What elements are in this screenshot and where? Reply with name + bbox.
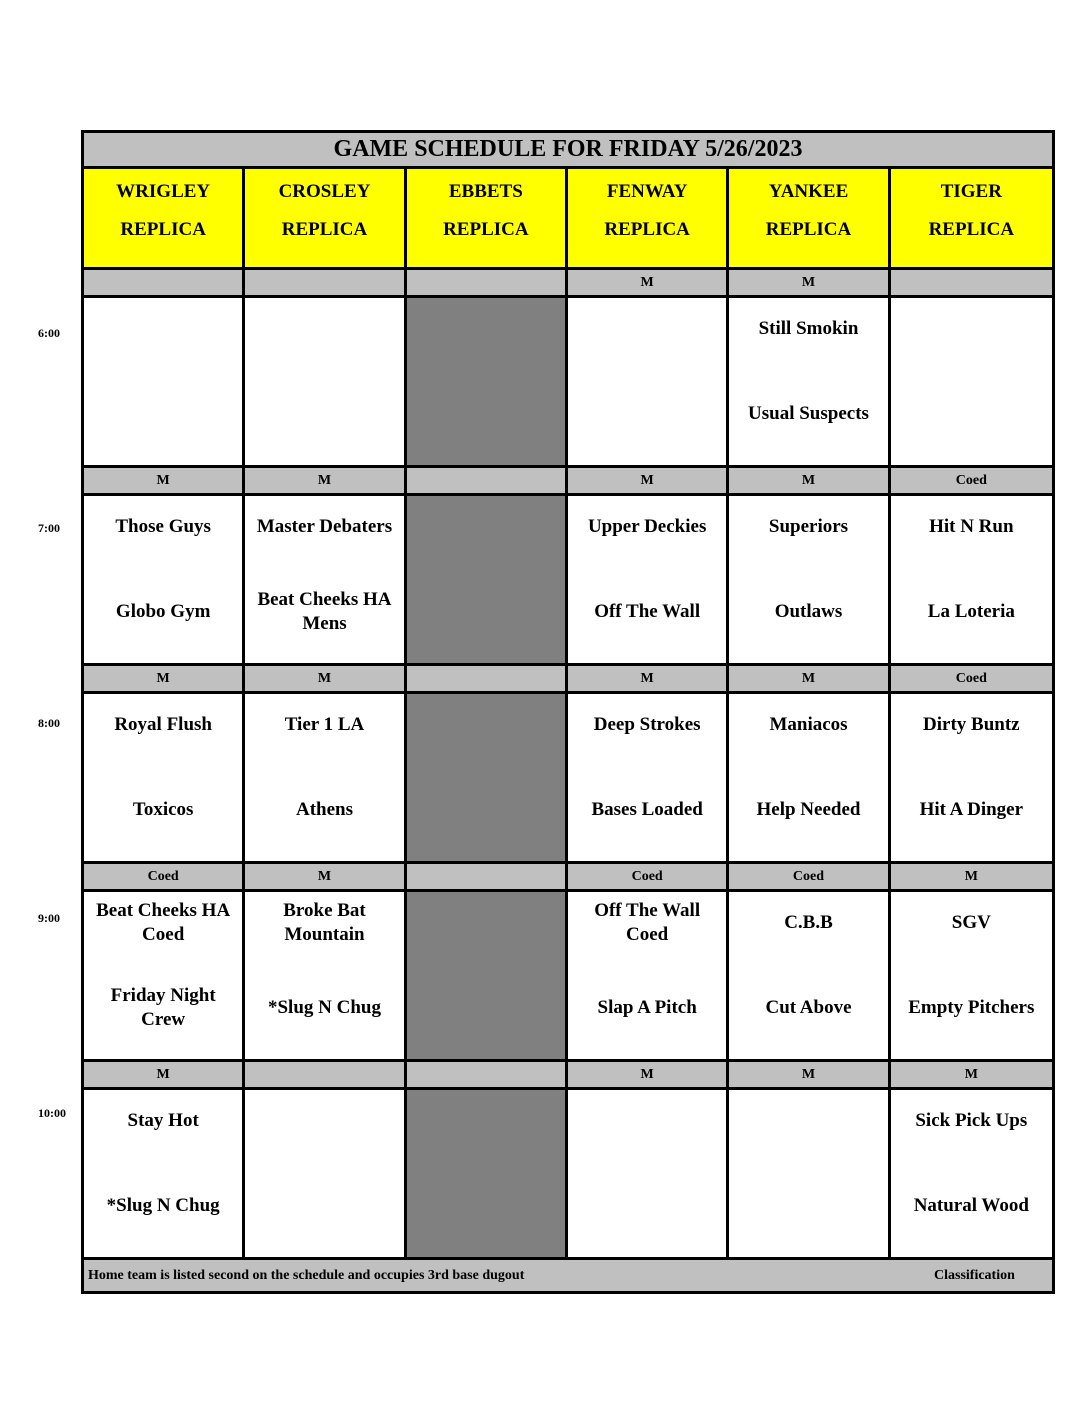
- home-team: Globo Gym: [115, 601, 211, 622]
- classification-cell: Coed: [891, 468, 1052, 493]
- closed-field-cell: [407, 298, 568, 465]
- game-row: [84, 298, 1052, 468]
- field-name: EBBETS: [448, 181, 523, 202]
- visiting-team: Still Smokin: [758, 318, 859, 339]
- visiting-team: Those Guys: [115, 516, 211, 537]
- visiting-team: Beat Cheeks HA Coed: [96, 900, 231, 945]
- visiting-team: Maniacos: [769, 714, 848, 735]
- game-cell: [729, 892, 890, 1059]
- classification-row: [84, 468, 1052, 496]
- classification-cell: Coed: [568, 864, 729, 889]
- classification-cell: M: [568, 468, 729, 493]
- game-cell: [891, 298, 1052, 465]
- time-slots: [84, 270, 1052, 1260]
- visiting-team: C.B.B: [784, 912, 833, 933]
- game-cell: [891, 694, 1052, 861]
- field-header-tiger: [891, 169, 1052, 267]
- visiting-team: Upper Deckies: [587, 516, 707, 537]
- visiting-team: Stay Hot: [127, 1110, 199, 1131]
- home-team: Friday Night Crew: [110, 985, 216, 1030]
- field-header-crosley: [245, 169, 406, 267]
- game-cell: [84, 1090, 245, 1257]
- field-subtitle: REPLICA: [443, 219, 529, 240]
- classification-cell: [407, 1062, 568, 1087]
- game-cell: [729, 298, 890, 465]
- visiting-team: Hit N Run: [929, 516, 1014, 537]
- game-cell: [891, 892, 1052, 1059]
- classification-cell: M: [84, 468, 245, 493]
- game-cell: [568, 694, 729, 861]
- home-team: Empty Pitchers: [908, 997, 1035, 1018]
- field-name: WRIGLEY: [116, 181, 211, 202]
- classification-cell: M: [729, 270, 890, 295]
- game-cell: [729, 496, 890, 663]
- game-cell: [84, 298, 245, 465]
- game-cell: [84, 496, 245, 663]
- classification-cell: [407, 666, 568, 691]
- classification-row: [84, 270, 1052, 298]
- home-team: *Slug N Chug: [106, 1195, 220, 1216]
- classification-row: [84, 1062, 1052, 1090]
- game-cell: [568, 1090, 729, 1257]
- classification-cell: [407, 468, 568, 493]
- classification-cell: M: [729, 666, 890, 691]
- classification-cell: M: [729, 468, 890, 493]
- home-team: Hit A Dinger: [919, 799, 1024, 820]
- visiting-team: Master Debaters: [256, 516, 393, 537]
- field-subtitle: REPLICA: [604, 219, 690, 240]
- game-cell: [568, 298, 729, 465]
- visiting-team: Tier 1 LA: [284, 714, 365, 735]
- closed-field-cell: [407, 694, 568, 861]
- game-row: [84, 892, 1052, 1062]
- game-cell: [245, 496, 406, 663]
- time-label: 8:00: [38, 716, 60, 730]
- home-team: Outlaws: [774, 601, 843, 622]
- time-label: 10:00: [38, 1106, 66, 1120]
- game-cell: [729, 1090, 890, 1257]
- visiting-team: Royal Flush: [114, 714, 212, 735]
- classification-cell: M: [245, 468, 406, 493]
- classification-cell: M: [245, 666, 406, 691]
- visiting-team: Broke Bat Mountain: [283, 900, 366, 945]
- game-cell: [245, 694, 406, 861]
- field-subtitle: REPLICA: [120, 219, 206, 240]
- game-cell: [245, 892, 406, 1059]
- footer-band: [84, 1260, 1052, 1291]
- classification-cell: [245, 270, 406, 295]
- field-name: TIGER: [940, 181, 1002, 202]
- time-label: 7:00: [38, 521, 60, 535]
- classification-cell: M: [245, 864, 406, 889]
- field-name: FENWAY: [606, 181, 688, 202]
- home-team: Slap A Pitch: [597, 997, 697, 1018]
- visiting-team: Dirty Buntz: [923, 714, 1020, 735]
- closed-field-cell: [407, 1090, 568, 1257]
- classification-cell: M: [84, 1062, 245, 1087]
- classification-legend: Classification: [934, 1268, 1015, 1283]
- classification-cell: M: [568, 1062, 729, 1087]
- closed-field-cell: [407, 892, 568, 1059]
- schedule-title: GAME SCHEDULE FOR FRIDAY 5/26/2023: [84, 133, 1052, 169]
- field-subtitle: REPLICA: [281, 219, 368, 240]
- game-cell: [891, 1090, 1052, 1257]
- home-team: Toxicos: [132, 799, 194, 820]
- closed-field-cell: [407, 496, 568, 663]
- game-cell: [729, 694, 890, 861]
- game-row: [84, 1090, 1052, 1260]
- classification-cell: [84, 270, 245, 295]
- field-subtitle: REPLICA: [765, 219, 852, 240]
- game-cell: [84, 892, 245, 1059]
- classification-cell: [407, 864, 568, 889]
- visiting-team: Superiors: [768, 516, 849, 537]
- field-name: CROSLEY: [278, 181, 371, 202]
- home-team: *Slug N Chug: [267, 997, 381, 1018]
- visiting-team: Sick Pick Ups: [915, 1110, 1028, 1131]
- classification-cell: M: [568, 270, 729, 295]
- visiting-team: Off The Wall Coed: [594, 900, 701, 945]
- classification-cell: M: [84, 666, 245, 691]
- home-team: Help Needed: [756, 799, 861, 820]
- schedule-table: [81, 130, 1055, 1294]
- field-header-yankee: [729, 169, 890, 267]
- game-cell: [891, 496, 1052, 663]
- classification-cell: [407, 270, 568, 295]
- visiting-team: Deep Strokes: [593, 714, 701, 735]
- field-subtitle: REPLICA: [928, 219, 1015, 240]
- game-cell: [568, 892, 729, 1059]
- home-team: Bases Loaded: [591, 799, 703, 820]
- field-name: YANKEE: [768, 181, 849, 202]
- classification-cell: M: [891, 864, 1052, 889]
- home-team: Athens: [295, 799, 353, 820]
- game-cell: [568, 496, 729, 663]
- field-header-wrigley: [84, 169, 245, 267]
- field-header-row: [84, 169, 1052, 270]
- home-team: La Loteria: [927, 601, 1015, 622]
- game-cell: [245, 298, 406, 465]
- field-header-ebbets: [407, 169, 568, 267]
- game-row: [84, 496, 1052, 666]
- home-team: Natural Wood: [913, 1195, 1029, 1216]
- home-team: Usual Suspects: [748, 403, 869, 424]
- home-team: Off The Wall: [594, 601, 701, 622]
- home-team: Cut Above: [765, 997, 852, 1018]
- time-label: 9:00: [38, 911, 60, 925]
- classification-cell: M: [729, 1062, 890, 1087]
- home-team: Beat Cheeks HA Mens: [257, 589, 392, 634]
- classification-row: [84, 666, 1052, 694]
- game-row: [84, 694, 1052, 864]
- game-cell: [245, 1090, 406, 1257]
- game-cell: [84, 694, 245, 861]
- time-label: 6:00: [38, 326, 60, 340]
- classification-cell: Coed: [84, 864, 245, 889]
- classification-cell: Coed: [891, 666, 1052, 691]
- classification-cell: M: [891, 1062, 1052, 1087]
- classification-cell: Coed: [729, 864, 890, 889]
- home-team-note: Home team is listed second on the schedule and occupies 3rd base dugout: [88, 1268, 525, 1283]
- classification-cell: [245, 1062, 406, 1087]
- classification-row: [84, 864, 1052, 892]
- visiting-team: SGV: [951, 912, 991, 933]
- classification-cell: [891, 270, 1052, 295]
- classification-cell: M: [568, 666, 729, 691]
- field-header-fenway: [568, 169, 729, 267]
